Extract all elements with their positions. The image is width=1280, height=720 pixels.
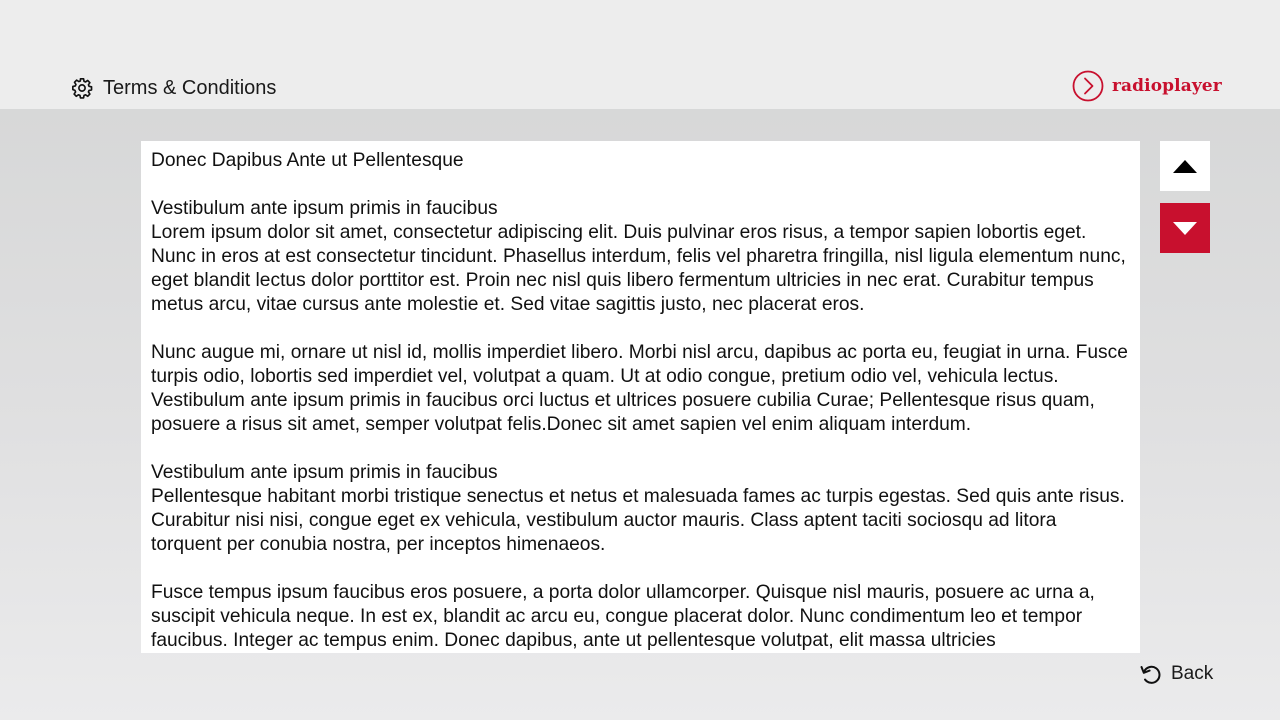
gear-icon [71,77,93,99]
brand-logo [1072,70,1222,102]
back-label: Back [1171,663,1214,684]
paragraph: Vestibulum ante ipsum primis in faucibus Lorem ipsum dolor sit amet, consectetur adipiscing elit. Duis pulvinar eros risus, a tempor sapien lobortis eget. Nunc in eros at est consectetur tincidunt. Phasellus interdum, felis vel pharetra fringilla, nisl ligula elementum nunc, eget blandit lectus dolor porttitor est. Proin nec nisl quis libero fermentum ultricies in nec erat. Curabitur tempus metus arcu, vitae cursus ante molestie et. Sed vitae sagittis justo, nec placerat eros. [151,198,1126,315]
back-button[interactable] [1139,662,1213,686]
paragraph: Nunc augue mi, ornare ut nisl id, mollis imperdiet libero. Morbi nisl arcu, dapibus ac porta eu, feugiat in urna. Fusce turpis odio, lobortis sed imperdiet vel, volutpat a quam. Ut at odio congue, pretium odio vel, vehicula lectus. Vestibulum ante ipsum primis in faucibus orci luctus et ultrices posuere cubilia Curae; Pellentesque risus quam, posuere a risus sit amet, semper volutpat felis.Donec sit amet sapien vel enim aliquam interdum. [151,342,1128,435]
paragraph-heading: Donec Dapibus Ante ut Pellentesque [151,150,464,171]
terms-text [141,141,1140,653]
brand-name: radioplayer [1112,76,1222,96]
triangle-up-icon [1173,160,1197,173]
header-bar [0,0,1280,109]
radioplayer-logo-icon [1072,70,1104,102]
paragraph: Fusce tempus ipsum faucibus eros posuere, a porta dolor ullamcorper. Quisque nisl mauris, posuere ac urna a, suscipit vehicula neque. In est ex, blandit ac arcu eu, congue placerat dolor. Nunc condimentum leo et tempor faucibus. Integer ac tempus enim. Donec dapibus, ante ut pellentesque volutpat, elit massa ultricies [151,582,1095,651]
scroll-up-button[interactable] [1160,141,1210,191]
terms-text-panel[interactable] [141,141,1140,653]
page-title: Terms & Conditions [103,77,277,99]
undo-arrow-icon [1139,662,1163,686]
paragraph: Vestibulum ante ipsum primis in faucibus Pellentesque habitant morbi tristique senectus et netus et malesuada fames ac turpis egestas. Sed quis ante risus. Curabitur nisi nisi, congue eget ex vehicula, vestibulum auctor mauris. Class aptent taciti sociosqu ad litora torquent per conubia nostra, per inceptos himenaeos. [151,462,1125,555]
scroll-down-button[interactable] [1160,203,1210,253]
page-heading [71,76,276,100]
triangle-down-icon [1173,222,1197,235]
